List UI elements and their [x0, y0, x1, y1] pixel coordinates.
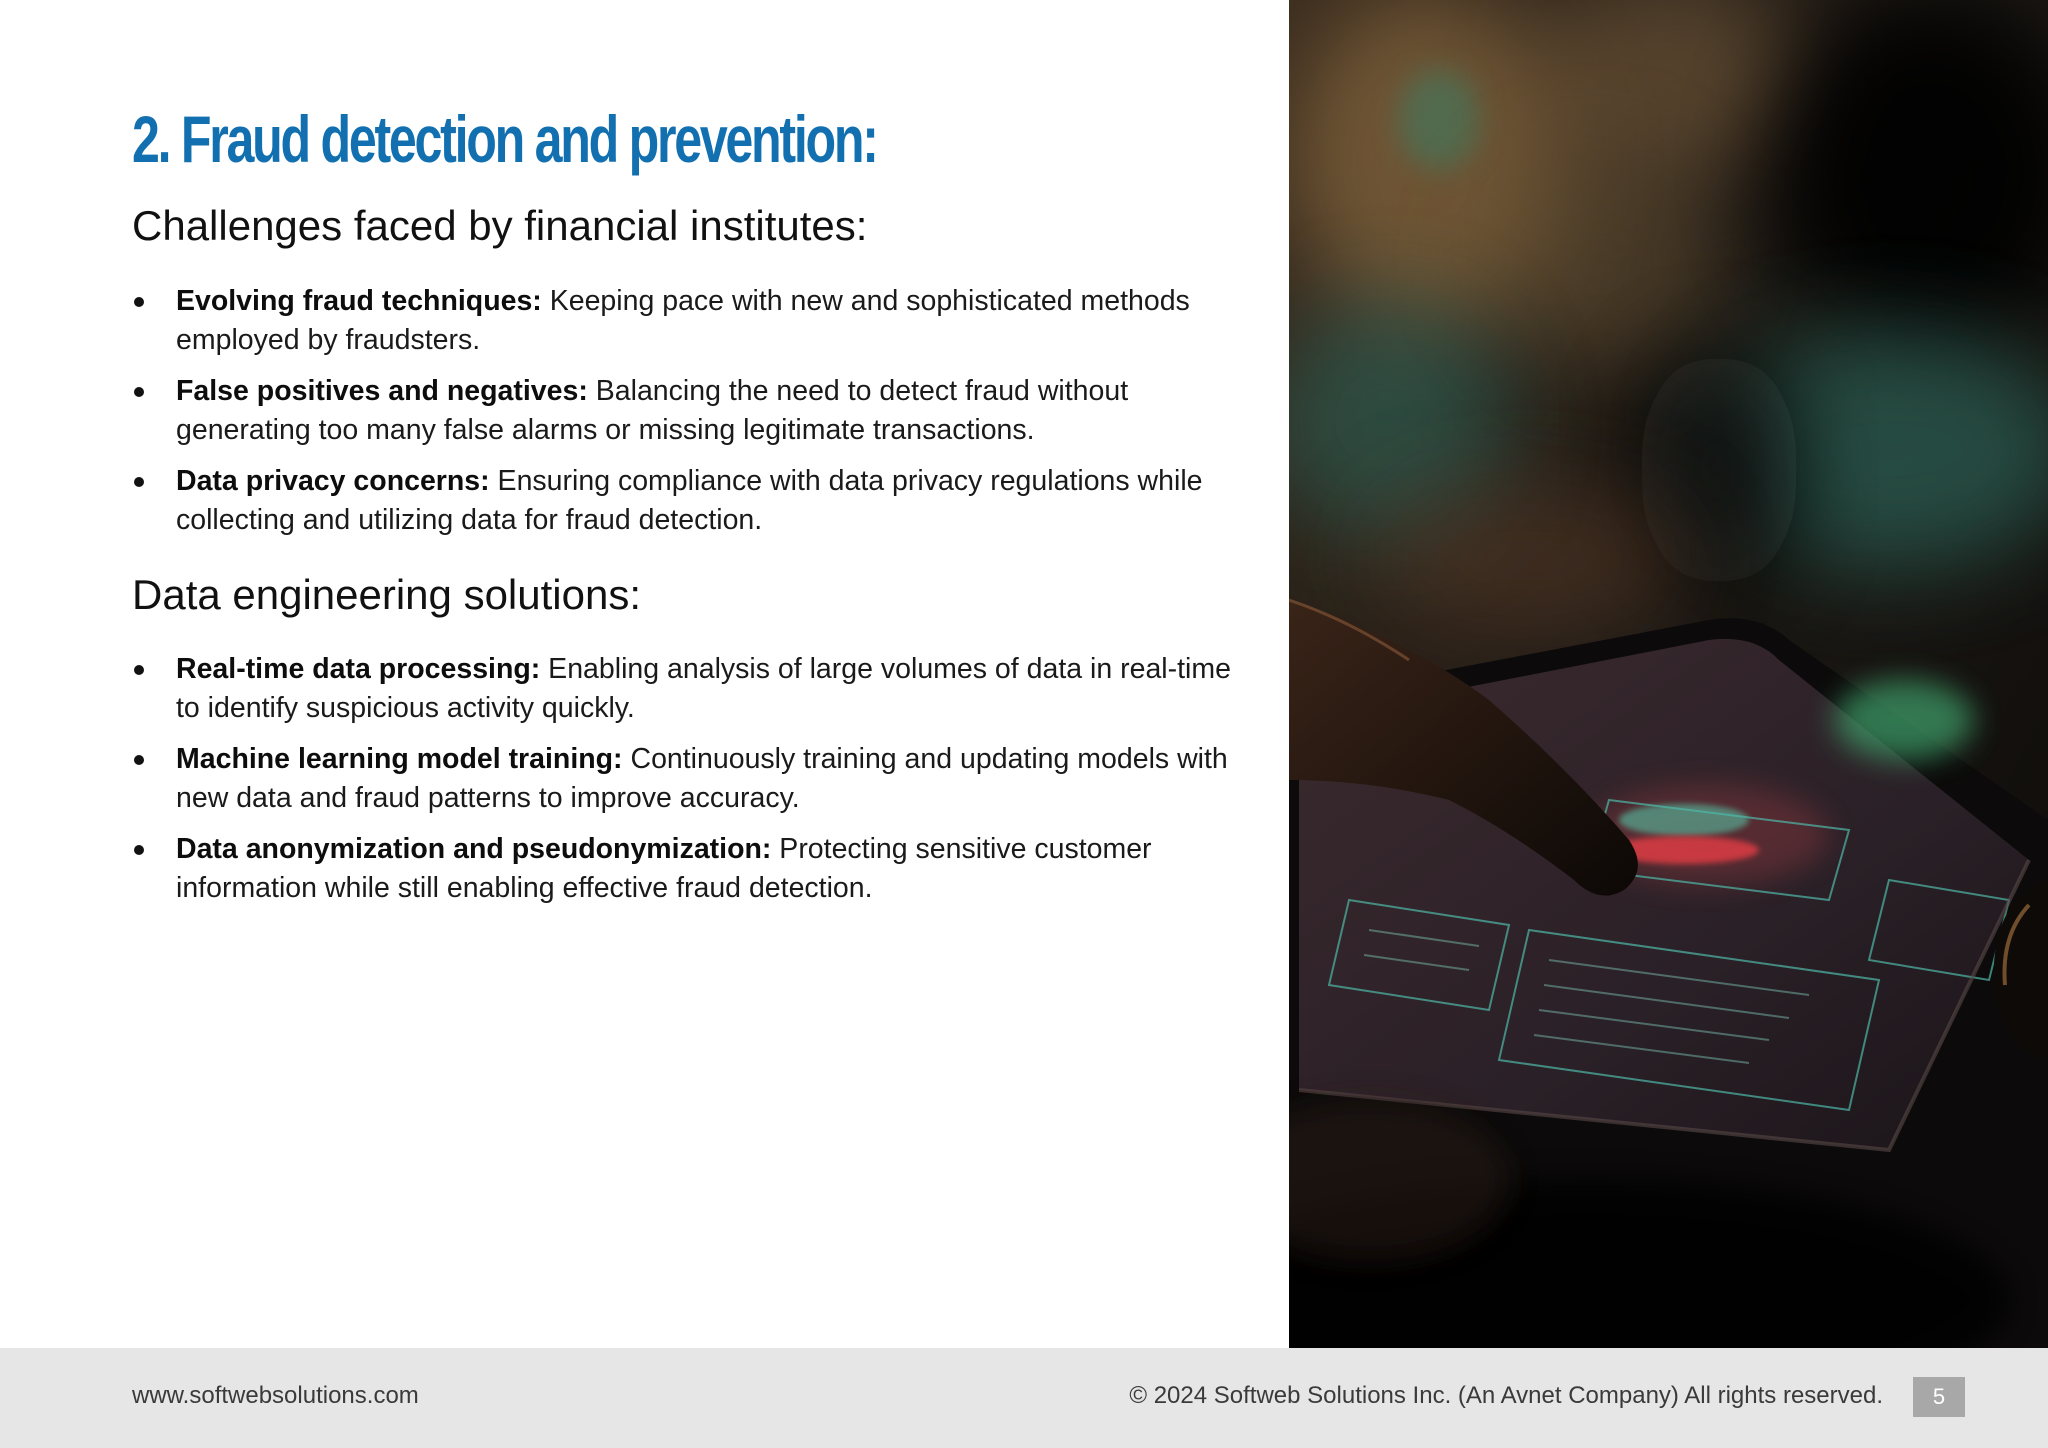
challenges-list	[132, 282, 1232, 540]
bullet-icon	[134, 755, 144, 765]
bullet-text: Keeping pace with new and sophisticated methods employed by fraudsters.	[176, 284, 1190, 356]
bullet-icon	[134, 665, 144, 675]
bullet-text: Balancing the need to detect fraud without generating too many false alarms or missing legitimate transactions.	[176, 374, 1129, 446]
bullet-text: Ensuring compliance with data privacy regulations while collecting and utilizing data for fraud detection.	[176, 464, 1203, 536]
bullet-lead: Evolving fraud techniques:	[176, 284, 542, 317]
bullet-lead: Real-time data processing:	[176, 652, 541, 685]
challenges-heading: Challenges faced by financial institutes:	[132, 202, 868, 250]
bullet-lead: Data privacy concerns:	[176, 464, 490, 497]
solutions-list	[132, 650, 1232, 908]
bullet-icon	[134, 477, 144, 487]
bullet-text: Continuously training and updating models with new data and fraud patterns to improve accuracy.	[176, 742, 1228, 814]
website-link[interactable]: www.softwebsolutions.com	[132, 1382, 419, 1409]
page-footer	[0, 1348, 2048, 1448]
tablet-photo	[1289, 0, 2048, 1348]
page-title: 2. Fraud detection and prevention:	[132, 102, 877, 176]
main-content	[132, 100, 1232, 920]
list-item	[132, 282, 1232, 360]
list-item	[132, 462, 1232, 540]
page-number-badge: 5	[1913, 1377, 1965, 1417]
solutions-heading: Data engineering solutions:	[132, 570, 642, 618]
list-item	[132, 650, 1232, 728]
list-item	[132, 740, 1232, 818]
bullet-icon	[134, 845, 144, 855]
list-item	[132, 372, 1232, 450]
bullet-text: Protecting sensitive customer information while still enabling effective fraud detection.	[176, 832, 1152, 904]
list-item	[132, 830, 1232, 908]
bullet-icon	[134, 387, 144, 397]
copyright-text: © 2024 Softweb Solutions Inc. (An Avnet Company) All rights reserved.	[1129, 1382, 1883, 1409]
bullet-lead: False positives and negatives:	[176, 374, 588, 407]
bullet-lead: Machine learning model training:	[176, 742, 623, 775]
bullet-text: Enabling analysis of large volumes of data in real-time to identify suspicious activity quickly.	[176, 652, 1231, 724]
bullet-icon	[134, 297, 144, 307]
bullet-lead: Data anonymization and pseudonymization:	[176, 832, 772, 865]
tablet-photo-illustration	[1289, 0, 2048, 1348]
